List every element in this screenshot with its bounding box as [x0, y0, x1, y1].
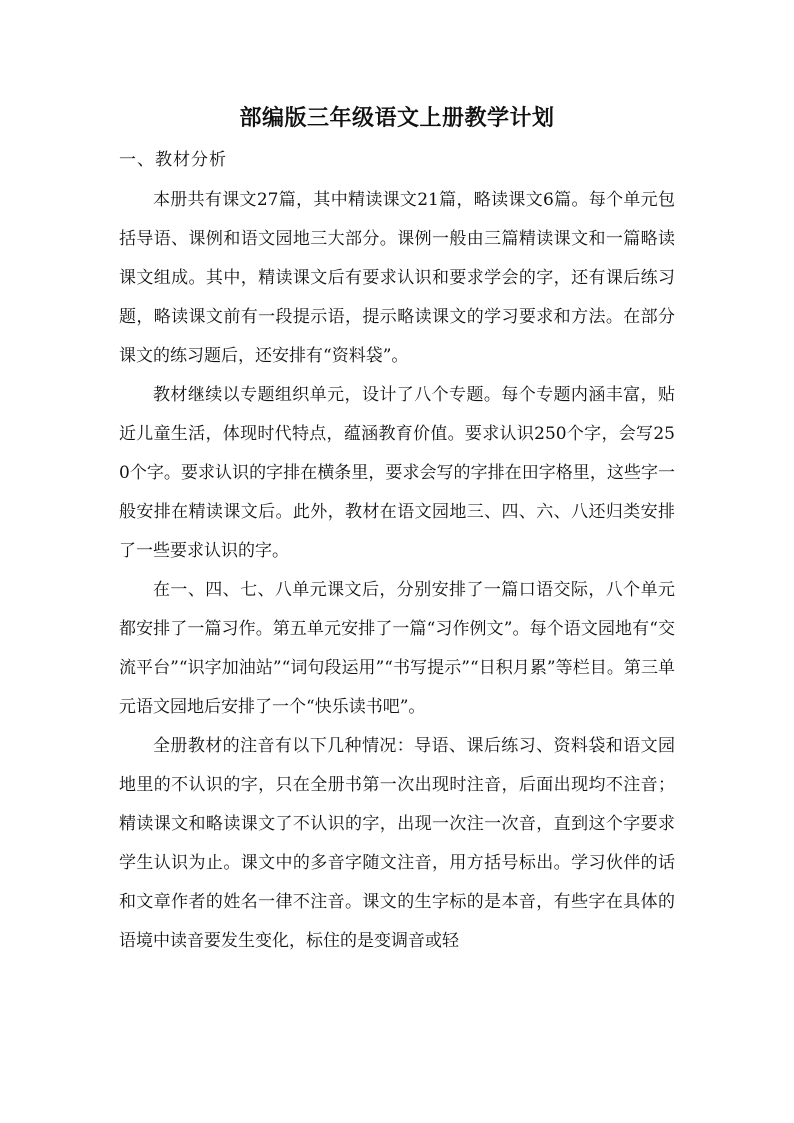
section-heading: 一、教材分析: [119, 150, 227, 170]
paragraph-phonetic-notation: 全册教材的注音有以下几种情况：导语、课后练习、资料袋和语文园地里的不认识的字，只在全册书第一次出现时注音，后面出现均不注音；精读课文和略读课文了不认识的字，出现一次注一次音，直到这个字要求学生认识为止。课文中的多音字随文注音，用方括号标出。学习伙伴的话和文章作者的姓名一律不注音。课文的生字标的是本音，有些字在具体的语境中读音要发生变化，标住的是变调音或轻: [119, 736, 675, 951]
paragraph-unit-themes: 教材继续以专题组织单元，设计了八个专题。每个专题内涵丰富，贴近儿童生活，体现时代特点，蕴涵教育价值。要求认识250个字，会写250个字。要求认识的字排在横条里，要求会写的字排在田字格里，这些字一般安排在精读课文后。此外，教材在语文园地三、四、六、八还归类安排了一些要求认识的字。: [119, 385, 675, 561]
document-body: [119, 181, 675, 961]
paragraph-textbook-structure: 本册共有课文27篇，其中精读课文21篇，略读课文6篇。每个单元包括导语、课例和语文园地三大部分。课例一般由三篇精读课文和一篇略读课文组成。其中，精读课文后有要求认识和要求学会的字，还有课后练习题，略读课文前有一段提示语，提示略读课文的学习要求和方法。在部分课文的练习题后，还安排有“资料袋”。: [119, 190, 675, 366]
document-title: 部编版三年级语文上册教学计划: [239, 105, 555, 131]
paragraph-oral-communication: 在一、四、七、八单元课文后，分别安排了一篇口语交际，八个单元都安排了一篇习作。第五单元安排了一篇“习作例文”。每个语文园地有“交流平台”“识字加油站”“词句段运用”“书写提示”“日积月累”等栏目。第三单元语文园地后安排了一个“快乐读书吧”。: [119, 580, 675, 717]
